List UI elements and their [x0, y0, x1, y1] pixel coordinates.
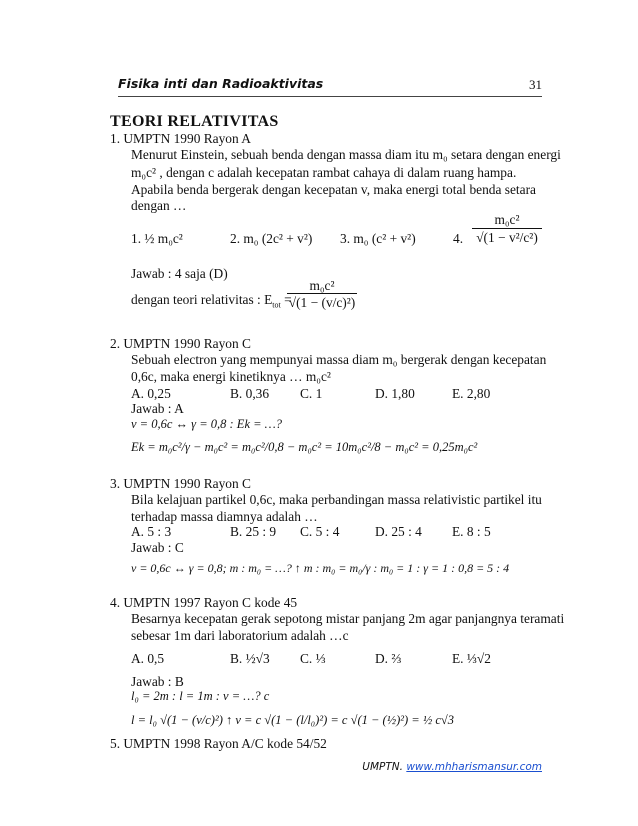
q2-option-b: B. 0,36: [230, 386, 270, 401]
q2-heading: 2. UMPTN 1990 Rayon C: [110, 336, 251, 351]
q1-option-3: 3. m₀ (c² + v²): [340, 231, 416, 246]
chapter-title: Fisika inti dan Radioaktivitas: [118, 76, 324, 91]
q1-expl-prefix: dengan teori relativitas : E: [131, 292, 273, 307]
q4-answer: Jawab : B: [131, 674, 184, 689]
q2-line1: Sebuah electron yang mempunyai massa diam m₀ bergerak dengan kecepatan: [131, 352, 547, 367]
q5-heading: 5. UMPTN 1998 Rayon A/C kode 54/52: [110, 736, 327, 751]
q3-line1: Bila kelajuan partikel 0,6c, maka perbandingan massa relativistic partikel itu: [131, 492, 542, 507]
q1-expl-fraction: [287, 278, 357, 312]
q1-option-4-label: 4.: [453, 231, 464, 246]
q1-expl-subscript: tot: [272, 300, 281, 310]
q1-option-2: 2. m₀ (2c² + v²): [230, 231, 313, 246]
q4-calc-2: l = l₀ √(1 − (v/c)²) ↑ v = c √(1 − (l/l₀)²) = c √(1 − (½)²) = ½ c√3: [131, 713, 454, 727]
section-title: TEORI RELATIVITAS: [110, 113, 279, 130]
q1-explanation: dengan teori relativitas : $E_{tot}$ =: [131, 292, 292, 310]
page-footer: [362, 761, 542, 773]
q4-line1: Besarnya kecepatan gerak sepotong mistar panjang 2m agar panjangnya teramati: [131, 611, 565, 626]
q1-expl-numerator: m₀c²: [287, 278, 357, 294]
page-number: 31: [529, 77, 542, 92]
q2-calc-1: v = 0,6c ↔ γ = 0,8 : Ek = …?: [131, 417, 283, 431]
q1-expl-denominator: √(1 − (v/c)²): [288, 295, 356, 310]
q4-option-a: A. 0,5: [131, 651, 165, 666]
q4-heading: 4. UMPTN 1997 Rayon C kode 45: [110, 595, 298, 610]
q2-option-c: C. 1: [300, 386, 323, 401]
q3-answer: Jawab : C: [131, 540, 184, 555]
q1-answer: Jawab : 4 saja (D): [131, 266, 228, 281]
q1-option-4-fraction: [472, 212, 542, 247]
q3-heading: 3. UMPTN 1990 Rayon C: [110, 476, 251, 491]
q3-option-a: A. 5 : 3: [131, 524, 172, 539]
q3-line2: terhadap massa diamnya adalah …: [131, 509, 318, 524]
footer-website-link[interactable]: www.mhharismansur.com: [406, 761, 542, 773]
page-header: [118, 76, 542, 97]
q1-option-1: 1. ½ m₀c²: [131, 231, 183, 246]
q4-option-b: B. ½√3: [230, 651, 270, 666]
q2-option-a: A. 0,25: [131, 386, 171, 401]
q4-calc-1: l₀ = 2m : l = 1m : v = …? c: [131, 689, 270, 703]
q1-line1: Menurut Einstein, sebuah benda dengan massa diam itu m₀ setara dengan energi: [131, 147, 561, 162]
q3-option-e: E. 8 : 5: [452, 524, 491, 539]
q1-line3: Apabila benda bergerak dengan kecepatan v, maka energi total benda setara: [131, 182, 537, 197]
q3-option-d: D. 25 : 4: [375, 524, 422, 539]
q3-option-c: C. 5 : 4: [300, 524, 340, 539]
q1-line4: dengan …: [131, 198, 187, 213]
q4-option-c: C. ⅓: [300, 651, 326, 666]
footer-prefix: UMPTN.: [362, 761, 403, 773]
q1-line2: m₀c² , dengan c adalah kecepatan rambat cahaya di dalam ruang hampa.: [131, 165, 517, 180]
q1-option-4-denominator: √(1 − v²/c²): [476, 230, 538, 245]
q2-line2: 0,6c, maka energi kinetiknya … m₀c²: [131, 369, 331, 384]
q2-option-d: D. 1,80: [375, 386, 415, 401]
q2-calc-2: Ek = m₀c²/γ − m₀c² = m₀c²/0,8 − m₀c² = 10m₀c²/8 − m₀c² = 0,25m₀c²: [131, 440, 478, 454]
q1-option-4-numerator: m₀c²: [472, 212, 542, 229]
q3-calc: v = 0,6c ↔ γ = 0,8; m : m₀ = …? ↑ m : m₀ = m₀/γ : m₀ = 1 : γ = 1 : 0,8 = 5 : 4: [131, 561, 510, 575]
q4-option-d: D. ⅔: [375, 651, 402, 666]
q3-option-b: B. 25 : 9: [230, 524, 277, 539]
q2-option-e: E. 2,80: [452, 386, 491, 401]
q1-heading: 1. UMPTN 1990 Rayon A: [110, 131, 251, 146]
q2-answer: Jawab : A: [131, 401, 184, 416]
q4-option-e: E. ⅓√2: [452, 651, 491, 666]
q4-line2: sebesar 1m dari laboratorium adalah …c: [131, 628, 349, 643]
